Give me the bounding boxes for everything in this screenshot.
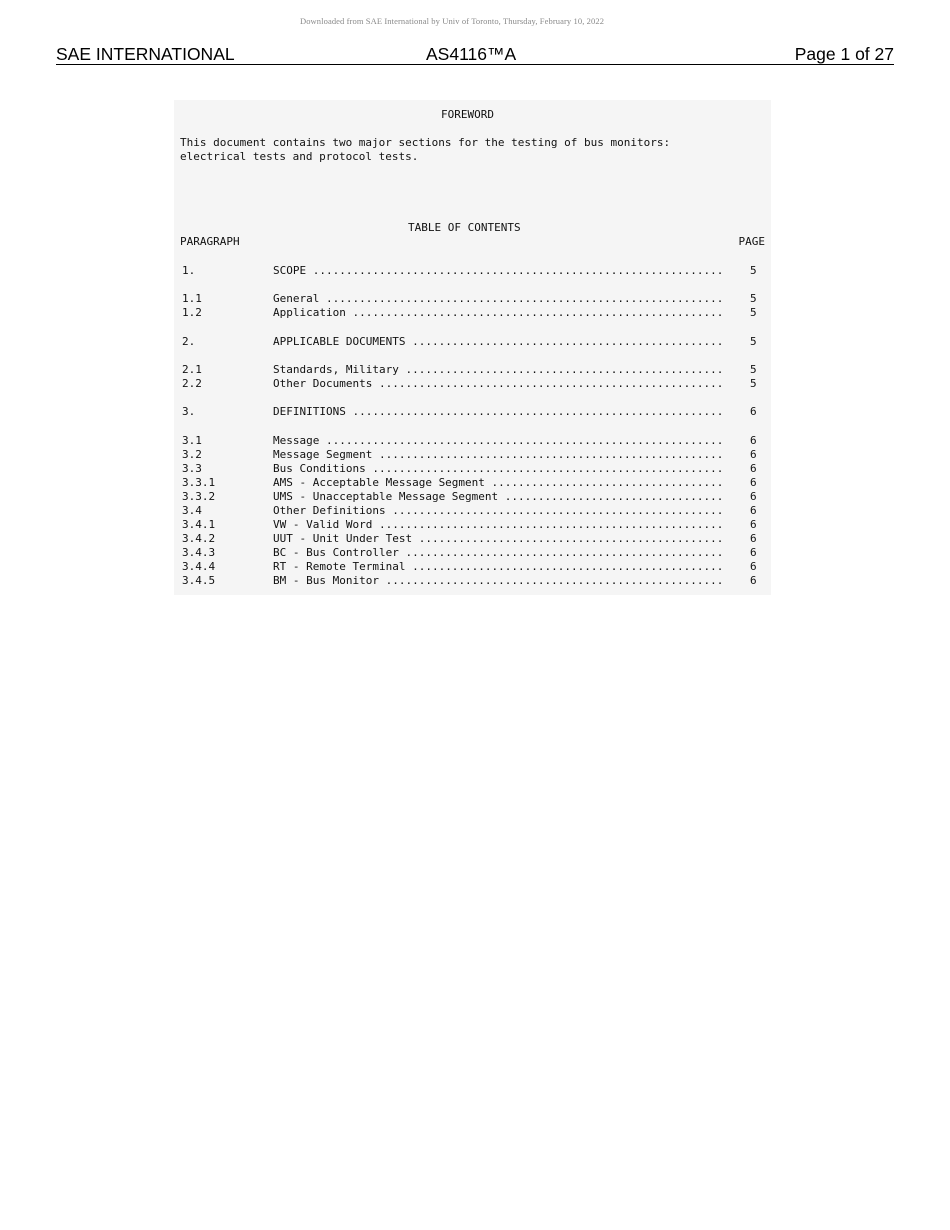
- toc-column-page: PAGE: [738, 235, 765, 248]
- toc-entry-number: 3.2: [182, 448, 202, 461]
- toc-entry-title: Message .....: [273, 434, 723, 448]
- toc-entry-title: BC - Bus Controller .....: [273, 546, 723, 560]
- toc-entry-title: UMS - Unacceptable Message Segment .....: [273, 490, 723, 504]
- toc-entry-title: SCOPE .....: [273, 264, 723, 278]
- toc-entry-number: 3.1: [182, 434, 202, 447]
- toc-entry-page: 6: [750, 490, 757, 503]
- toc-entry-title: General .....: [273, 292, 723, 306]
- toc-heading: TABLE OF CONTENTS: [408, 221, 521, 234]
- document-number: AS4116™A: [426, 44, 517, 64]
- toc-entry: [174, 292, 771, 306]
- toc-entry-page: 6: [750, 532, 757, 545]
- toc-entry-page: 6: [750, 434, 757, 447]
- page-number: Page 1 of 27: [794, 44, 894, 64]
- toc-entry-title: APPLICABLE DOCUMENTS .....: [273, 335, 723, 349]
- toc-entry-number: 3.4.5: [182, 574, 216, 587]
- toc-column-paragraph: PARAGRAPH: [180, 235, 240, 248]
- toc-entry: [174, 335, 771, 349]
- toc-entry-title: BM - Bus Monitor .....: [273, 574, 723, 588]
- toc-entry-number: 2.2: [182, 377, 202, 390]
- toc-entry: [174, 518, 771, 532]
- toc-entry-number: 2.: [182, 335, 196, 348]
- toc-entry-page: 5: [750, 306, 757, 319]
- foreword-text-line-1: This document contains two major sections for the testing of bus monitors:: [180, 136, 671, 149]
- toc-entry: [174, 560, 771, 574]
- toc-entry-number: 3.4.2: [182, 532, 216, 545]
- toc-entry-page: 6: [750, 476, 757, 489]
- toc-entry-page: 5: [750, 264, 757, 277]
- toc-entry: [174, 405, 771, 419]
- toc-entry-number: 3.4.1: [182, 518, 216, 531]
- toc-entry-number: 1.: [182, 264, 196, 277]
- toc-entry-number: 3.: [182, 405, 196, 418]
- toc-entry-title: VW - Valid Word .....: [273, 518, 723, 532]
- toc-entry: [174, 476, 771, 490]
- toc-entry-title: Other Documents .....: [273, 377, 723, 391]
- toc-entry-title: UUT - Unit Under Test .....: [273, 532, 723, 546]
- toc-entry-page: 5: [750, 377, 757, 390]
- page-header: [56, 44, 894, 65]
- toc-entry-page: 6: [750, 448, 757, 461]
- download-watermark: Downloaded from SAE International by Univ of Toronto, Thursday, February 10, 2022: [299, 16, 605, 26]
- toc-entry: [174, 448, 771, 462]
- toc-entry-number: 3.4.3: [182, 546, 216, 559]
- toc-entry-title: Standards, Military .....: [273, 363, 723, 377]
- foreword-text-line-2: electrical tests and protocol tests.: [180, 150, 419, 163]
- toc-entry-title: Bus Conditions .....: [273, 462, 723, 476]
- toc-entry-number: 1.1: [182, 292, 202, 305]
- toc-entry-title: Other Definitions .....: [273, 504, 723, 518]
- toc-entry-page: 6: [750, 504, 757, 517]
- toc-entry-number: 3.4.4: [182, 560, 216, 573]
- toc-entry-page: 5: [750, 335, 757, 348]
- toc-entry: [174, 306, 771, 320]
- toc-entry: [174, 363, 771, 377]
- toc-entry-number: 2.1: [182, 363, 202, 376]
- toc-entry: [174, 532, 771, 546]
- toc-entry: [174, 462, 771, 476]
- toc-entry-page: 6: [750, 518, 757, 531]
- organization-name: SAE INTERNATIONAL: [56, 44, 235, 64]
- toc-entry-page: 6: [750, 405, 757, 418]
- toc-entry-title: AMS - Acceptable Message Segment .....: [273, 476, 723, 490]
- toc-entry: [174, 377, 771, 391]
- toc-entry-number: 3.3.1: [182, 476, 216, 489]
- toc-entry-title: DEFINITIONS .....: [273, 405, 723, 419]
- toc-entry-title: RT - Remote Terminal .....: [273, 560, 723, 574]
- toc-entry: [174, 546, 771, 560]
- scanned-page-image: [174, 100, 771, 595]
- toc-entry: [174, 574, 771, 588]
- toc-entry-page: 6: [750, 546, 757, 559]
- toc-entry-title: Application .....: [273, 306, 723, 320]
- toc-entry-number: 3.4: [182, 504, 202, 517]
- toc-entry-number: 1.2: [182, 306, 202, 319]
- toc-entry-page: 6: [750, 574, 757, 587]
- foreword-heading: FOREWORD: [441, 108, 494, 121]
- toc-entry: [174, 504, 771, 518]
- toc-entry: [174, 264, 771, 278]
- toc-entry-page: 6: [750, 462, 757, 475]
- toc-entry-page: 5: [750, 363, 757, 376]
- toc-entry-title: Message Segment .....: [273, 448, 723, 462]
- toc-entry-number: 3.3: [182, 462, 202, 475]
- toc-entry: [174, 490, 771, 504]
- toc-entry-page: 5: [750, 292, 757, 305]
- toc-entry: [174, 434, 771, 448]
- toc-entry-number: 3.3.2: [182, 490, 216, 503]
- toc-entry-page: 6: [750, 560, 757, 573]
